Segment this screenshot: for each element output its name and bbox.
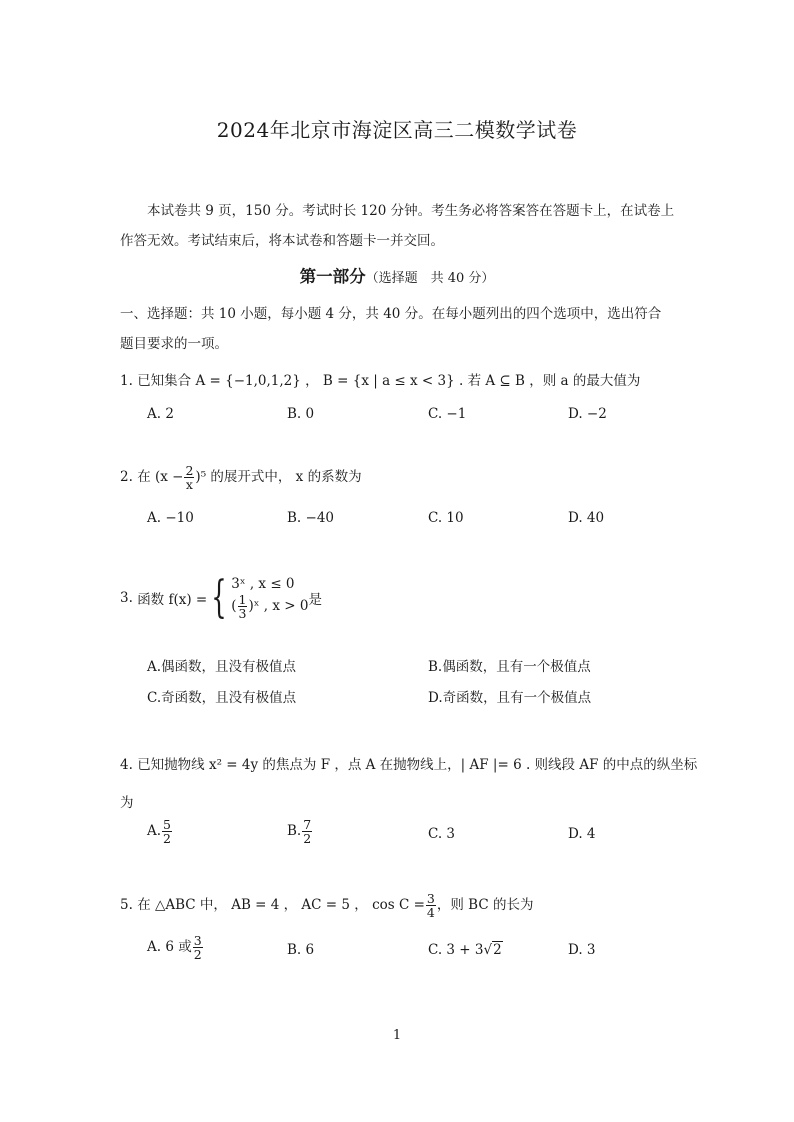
page-title: 2024年北京市海淀区高三二模数学试卷 xyxy=(216,118,578,142)
q1-option-c: C. −1 xyxy=(428,406,467,422)
question-1 xyxy=(120,369,640,389)
q1-option-d: D. −2 xyxy=(568,406,607,422)
q3-option-d: D.奇函数，且有一个极值点 xyxy=(428,690,592,706)
case-1: 3ˣ , x ≤ 0 xyxy=(231,576,295,592)
part-heading xyxy=(0,263,794,287)
question-text-post: ，则 BC 的长为 xyxy=(436,897,534,914)
question-text-post: 是 xyxy=(308,592,322,609)
fraction: $\frac{7}{2}$ xyxy=(303,817,312,847)
fraction: $\frac{1}{3}$ xyxy=(238,591,247,621)
q3-option-a: A.偶函数，且没有极值点 xyxy=(147,659,297,675)
q2-option-c: C. 10 xyxy=(428,510,464,526)
q2-option-b: B. −40 xyxy=(287,510,334,526)
q2-option-a: A. −10 xyxy=(147,510,194,526)
question-text: 已知抛物线 x² = 4y 的焦点为 F ，点 A 在抛物线上，| AF |= 6 . 则线段 AF 的中点的纵坐标 xyxy=(137,757,698,773)
q5-option-a: A. 6 或 $\frac{3}{2}$ xyxy=(147,933,202,963)
question-text-pre: 函数 f(x) = xyxy=(137,592,208,609)
question-4 xyxy=(120,753,697,773)
question-5 xyxy=(120,892,533,919)
fraction: $\frac{3}{4}$ xyxy=(426,891,435,921)
piecewise-cases xyxy=(231,576,308,620)
fraction-numerator: 2 xyxy=(185,463,194,478)
q3-option-c: C.奇函数，且没有极值点 xyxy=(147,690,297,706)
part-note: （选择题 共 40 分） xyxy=(365,271,495,286)
question-number: 5. xyxy=(120,897,133,914)
q3-option-b: B.偶函数，且有一个极值点 xyxy=(428,659,591,675)
question-number: 2. xyxy=(120,469,133,486)
q4-option-a: A. $\frac{5}{2}$ xyxy=(147,817,171,847)
q2-option-d: D. 40 xyxy=(568,510,605,526)
question-text-post: )⁵ 的展开式中， x 的系数为 xyxy=(195,469,362,486)
q5-option-d: D. 3 xyxy=(568,942,596,958)
question-text-pre: 在 (x − xyxy=(137,469,184,486)
question-4-continued: 为 xyxy=(120,795,134,811)
q5-option-b: B. 6 xyxy=(287,942,315,958)
section-instruction-1: 一、选择题：共 10 小题，每小题 4 分，共 40 分。在每小题列出的四个选项中，选出符合 xyxy=(120,306,662,322)
q4-option-d: D. 4 xyxy=(568,826,596,842)
case-2: ( $\frac{1}{3}$ )ˣ , x > 0 xyxy=(231,591,309,621)
q4-option-b: B. $\frac{7}{2}$ xyxy=(287,817,312,847)
q1-option-a: A. 2 xyxy=(147,406,174,422)
question-text-pre: 在 △ABC 中， AB = 4 ， AC = 5 ， cos C = xyxy=(137,897,425,914)
section-instruction-2: 题目要求的一项。 xyxy=(120,336,228,352)
question-number: 3. xyxy=(120,590,133,607)
intro-line-2: 作答无效。考试结束后，将本试卷和答题卡一并交回。 xyxy=(120,233,444,249)
fraction xyxy=(184,464,194,491)
left-brace: { xyxy=(211,572,227,624)
page-number: 1 xyxy=(392,1028,402,1043)
question-number: 1. xyxy=(120,373,133,389)
fraction-denominator: x xyxy=(185,477,193,493)
question-number: 4. xyxy=(120,757,133,773)
question-2 xyxy=(120,464,362,491)
fraction: $\frac{3}{2}$ xyxy=(193,933,202,963)
question-text: 已知集合 A = {−1,0,1,2} ， B = {x | a ≤ x < 3} . 若 A ⊆ B ，则 a 的最大值为 xyxy=(137,373,641,389)
question-3 xyxy=(120,572,322,624)
q5-option-c: C. 3 + 3√2 xyxy=(428,942,502,958)
intro-line-1: 本试卷共 9 页，150 分。考试时长 120 分钟。考生务必将答案答在答题卡上，在试卷上 xyxy=(147,203,675,219)
part-main: 第一部分 xyxy=(299,267,366,286)
q4-option-c: C. 3 xyxy=(428,826,456,842)
fraction: $\frac{5}{2}$ xyxy=(163,817,171,847)
sqrt-icon: √ xyxy=(483,942,493,958)
q1-option-b: B. 0 xyxy=(287,406,315,422)
piecewise-expression xyxy=(120,572,322,624)
